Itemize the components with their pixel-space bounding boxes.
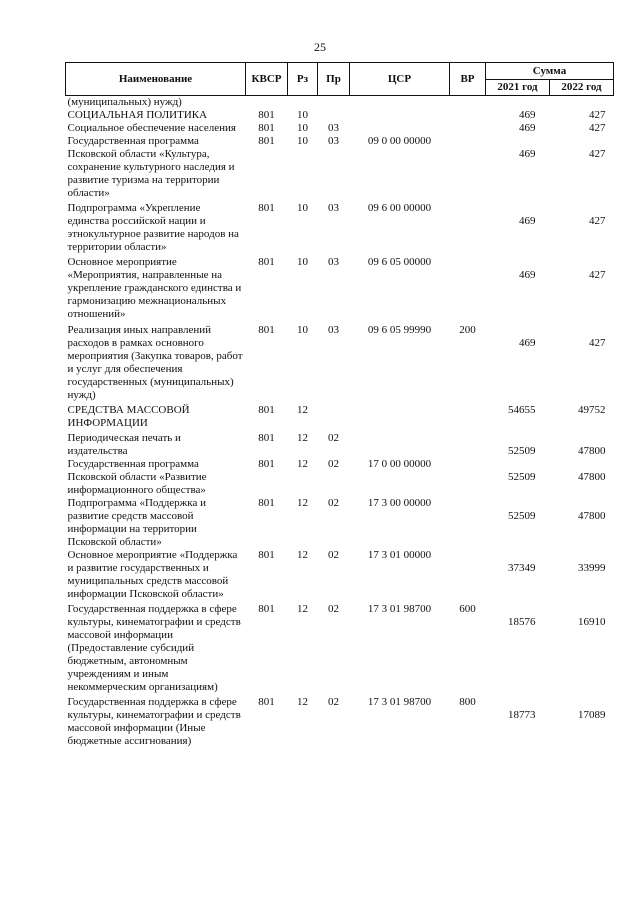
cell-kvsr: 801: [258, 458, 275, 470]
cell-kvsr: 801: [258, 109, 275, 121]
cell-kvsr: 801: [258, 135, 275, 147]
cell-vr: [450, 109, 486, 122]
cell-2022: 17089: [578, 709, 606, 721]
cell-2021: 469: [519, 148, 536, 160]
budget-table: [65, 62, 614, 750]
cell-2022: 47800: [578, 471, 606, 483]
table-row: [66, 549, 614, 603]
cell-2022: [550, 96, 614, 110]
cell-csr: 17 0 00 00000: [367, 458, 432, 470]
cell-kvsr: 801: [258, 432, 275, 444]
header-year-2021: 2021 год: [486, 80, 550, 96]
cell-kvsr: [246, 96, 288, 110]
cell-2022: 427: [589, 109, 606, 121]
table-row: [66, 404, 614, 432]
table-row: [66, 122, 614, 135]
cell-vr: [450, 122, 486, 135]
cell-pr: 02: [328, 549, 339, 561]
cell-name: Реализация иных направлений расходов в рамках основного мероприятия (Закупка товаров, работ и услуг для обеспечения государственных (муниципальных) нужд): [67, 324, 243, 401]
cell-pr: 02: [328, 432, 339, 444]
cell-2022: 427: [589, 215, 606, 227]
cell-csr: 17 3 01 00000: [367, 549, 432, 561]
cell-pr: [318, 404, 350, 432]
table-row: [66, 256, 614, 324]
cell-csr: [350, 109, 450, 122]
cell-pr: 03: [328, 256, 339, 268]
header-kvsr: КВСР: [246, 63, 288, 96]
cell-csr: 09 0 00 00000: [367, 135, 432, 147]
header-csr: ЦСР: [350, 63, 450, 96]
cell-csr: [350, 432, 450, 458]
cell-vr: [450, 432, 486, 458]
cell-rz: 12: [297, 404, 308, 416]
cell-kvsr: 801: [258, 256, 275, 268]
table-row: [66, 696, 614, 750]
cell-csr: 17 3 01 98700: [367, 696, 432, 708]
table-row: [66, 458, 614, 497]
cell-csr: 09 6 05 00000: [367, 256, 432, 268]
cell-kvsr: 801: [258, 202, 275, 214]
cell-kvsr: 801: [258, 497, 275, 509]
budget-table-container: [65, 62, 613, 750]
cell-2021: 469: [519, 215, 536, 227]
cell-kvsr: 801: [258, 122, 275, 134]
cell-vr: 200: [459, 324, 476, 336]
cell-rz: 10: [297, 135, 308, 147]
cell-vr: [450, 135, 486, 202]
table-row: [66, 135, 614, 202]
cell-name: Подпрограмма «Укрепление единства российской нации и этнокультурное развитие народов на территории области»: [67, 202, 239, 253]
cell-csr: [350, 96, 450, 110]
table-body: [66, 96, 614, 751]
cell-pr: 03: [328, 135, 339, 147]
cell-vr: [450, 549, 486, 603]
table-row: [66, 202, 614, 256]
cell-2021: 52509: [508, 445, 536, 457]
cell-rz: 10: [297, 256, 308, 268]
cell-name: Государственная программа Псковской области «Развитие информационного общества»: [67, 458, 207, 496]
cell-2022: 47800: [578, 510, 606, 522]
header-pr: Пр: [318, 63, 350, 96]
cell-kvsr: 801: [258, 404, 275, 416]
cell-pr: [318, 109, 350, 122]
cell-csr: 09 6 00 00000: [367, 202, 432, 214]
cell-2022: 16910: [578, 616, 606, 628]
cell-vr: [450, 256, 486, 324]
cell-name: Государственная поддержка в сфере культуры, кинематографии и средств массовой информации (Иные бюджетные ассигнования): [67, 696, 241, 747]
cell-2021: 54655: [508, 404, 536, 416]
cell-pr: 02: [328, 603, 339, 615]
header-year-2022: 2022 год: [550, 80, 614, 96]
cell-name: Основное мероприятие «Мероприятия, направленные на укрепление гражданского единства и гармонизацию межнациональных отношений»: [67, 256, 242, 320]
cell-rz: 10: [297, 122, 308, 134]
cell-csr: 09 6 05 99990: [367, 324, 432, 336]
cell-kvsr: 801: [258, 696, 275, 708]
cell-vr: [450, 458, 486, 497]
cell-2022: 427: [589, 337, 606, 349]
cell-rz: 10: [297, 202, 308, 214]
cell-kvsr: 801: [258, 324, 275, 336]
cell-2021: 469: [519, 122, 536, 134]
page-number: 25: [314, 40, 326, 54]
cell-name: СОЦИАЛЬНАЯ ПОЛИТИКА: [67, 109, 208, 121]
cell-rz: 10: [297, 324, 308, 336]
cell-name: Государственная поддержка в сфере культуры, кинематографии и средств массовой информации (Предоставление субсидий бюджетным, автономным учреждениям и иным некоммерческим организациям): [67, 603, 241, 693]
cell-pr: 03: [328, 202, 339, 214]
cell-rz: 12: [297, 497, 308, 509]
cell-2022: 427: [589, 122, 606, 134]
cell-name: (муниципальных) нужд): [67, 96, 182, 108]
cell-pr: [318, 96, 350, 110]
table-row: [66, 432, 614, 458]
cell-2022: 427: [589, 269, 606, 281]
cell-2022: 427: [589, 148, 606, 160]
cell-rz: 12: [297, 458, 308, 470]
cell-kvsr: 801: [258, 603, 275, 615]
table-row: [66, 497, 614, 549]
cell-pr: 03: [328, 324, 339, 336]
cell-name: СРЕДСТВА МАССОВОЙ ИНФОРМАЦИИ: [67, 404, 190, 429]
cell-name: Подпрограмма «Поддержка и развитие средств массовой информации на территории Псковской области»: [67, 497, 206, 548]
cell-pr: 02: [328, 458, 339, 470]
cell-pr: 03: [328, 122, 339, 134]
cell-rz: 12: [297, 696, 308, 708]
table-row: [66, 603, 614, 696]
cell-name: Основное мероприятие «Поддержка и развитие государственных и муниципальных средств массовой информации Псковской области»: [67, 549, 238, 600]
cell-rz: 10: [297, 109, 308, 121]
table-row: [66, 96, 614, 110]
cell-csr: 17 3 01 98700: [367, 603, 432, 615]
cell-2022: 49752: [578, 404, 606, 416]
cell-rz: 12: [297, 432, 308, 444]
cell-2021: [486, 96, 550, 110]
cell-rz: 12: [297, 603, 308, 615]
cell-vr: [450, 96, 486, 110]
header-rz: Рз: [288, 63, 318, 96]
cell-2021: 52509: [508, 510, 536, 522]
cell-vr: [450, 497, 486, 549]
cell-2022: 33999: [578, 562, 606, 574]
table-row: [66, 324, 614, 404]
cell-2021: 469: [519, 337, 536, 349]
cell-vr: [450, 404, 486, 432]
cell-name: Периодическая печать и издательства: [67, 432, 181, 457]
cell-2021: 37349: [508, 562, 536, 574]
cell-vr: [450, 202, 486, 256]
cell-csr: 17 3 00 00000: [367, 497, 432, 509]
cell-pr: 02: [328, 696, 339, 708]
cell-2021: 52509: [508, 471, 536, 483]
cell-2022: 47800: [578, 445, 606, 457]
header-name: Наименование: [66, 63, 246, 96]
table-header: [66, 63, 614, 96]
cell-name: Социальное обеспечение населения: [67, 122, 236, 134]
cell-rz: 12: [297, 549, 308, 561]
cell-rz: [288, 96, 318, 110]
cell-csr: [350, 122, 450, 135]
cell-name: Государственная программа Псковской области «Культура, сохранение культурного наследия и развитие туризма на территории области»: [67, 135, 235, 199]
cell-vr: 600: [459, 603, 476, 615]
cell-kvsr: 801: [258, 549, 275, 561]
cell-2021: 469: [519, 269, 536, 281]
header-sum: Сумма: [486, 63, 614, 80]
table-row: [66, 109, 614, 122]
cell-2021: 18576: [508, 616, 536, 628]
cell-pr: 02: [328, 497, 339, 509]
cell-2021: 469: [519, 109, 536, 121]
cell-2021: 18773: [508, 709, 536, 721]
cell-vr: 800: [459, 696, 476, 708]
cell-csr: [350, 404, 450, 432]
header-vr: ВР: [450, 63, 486, 96]
